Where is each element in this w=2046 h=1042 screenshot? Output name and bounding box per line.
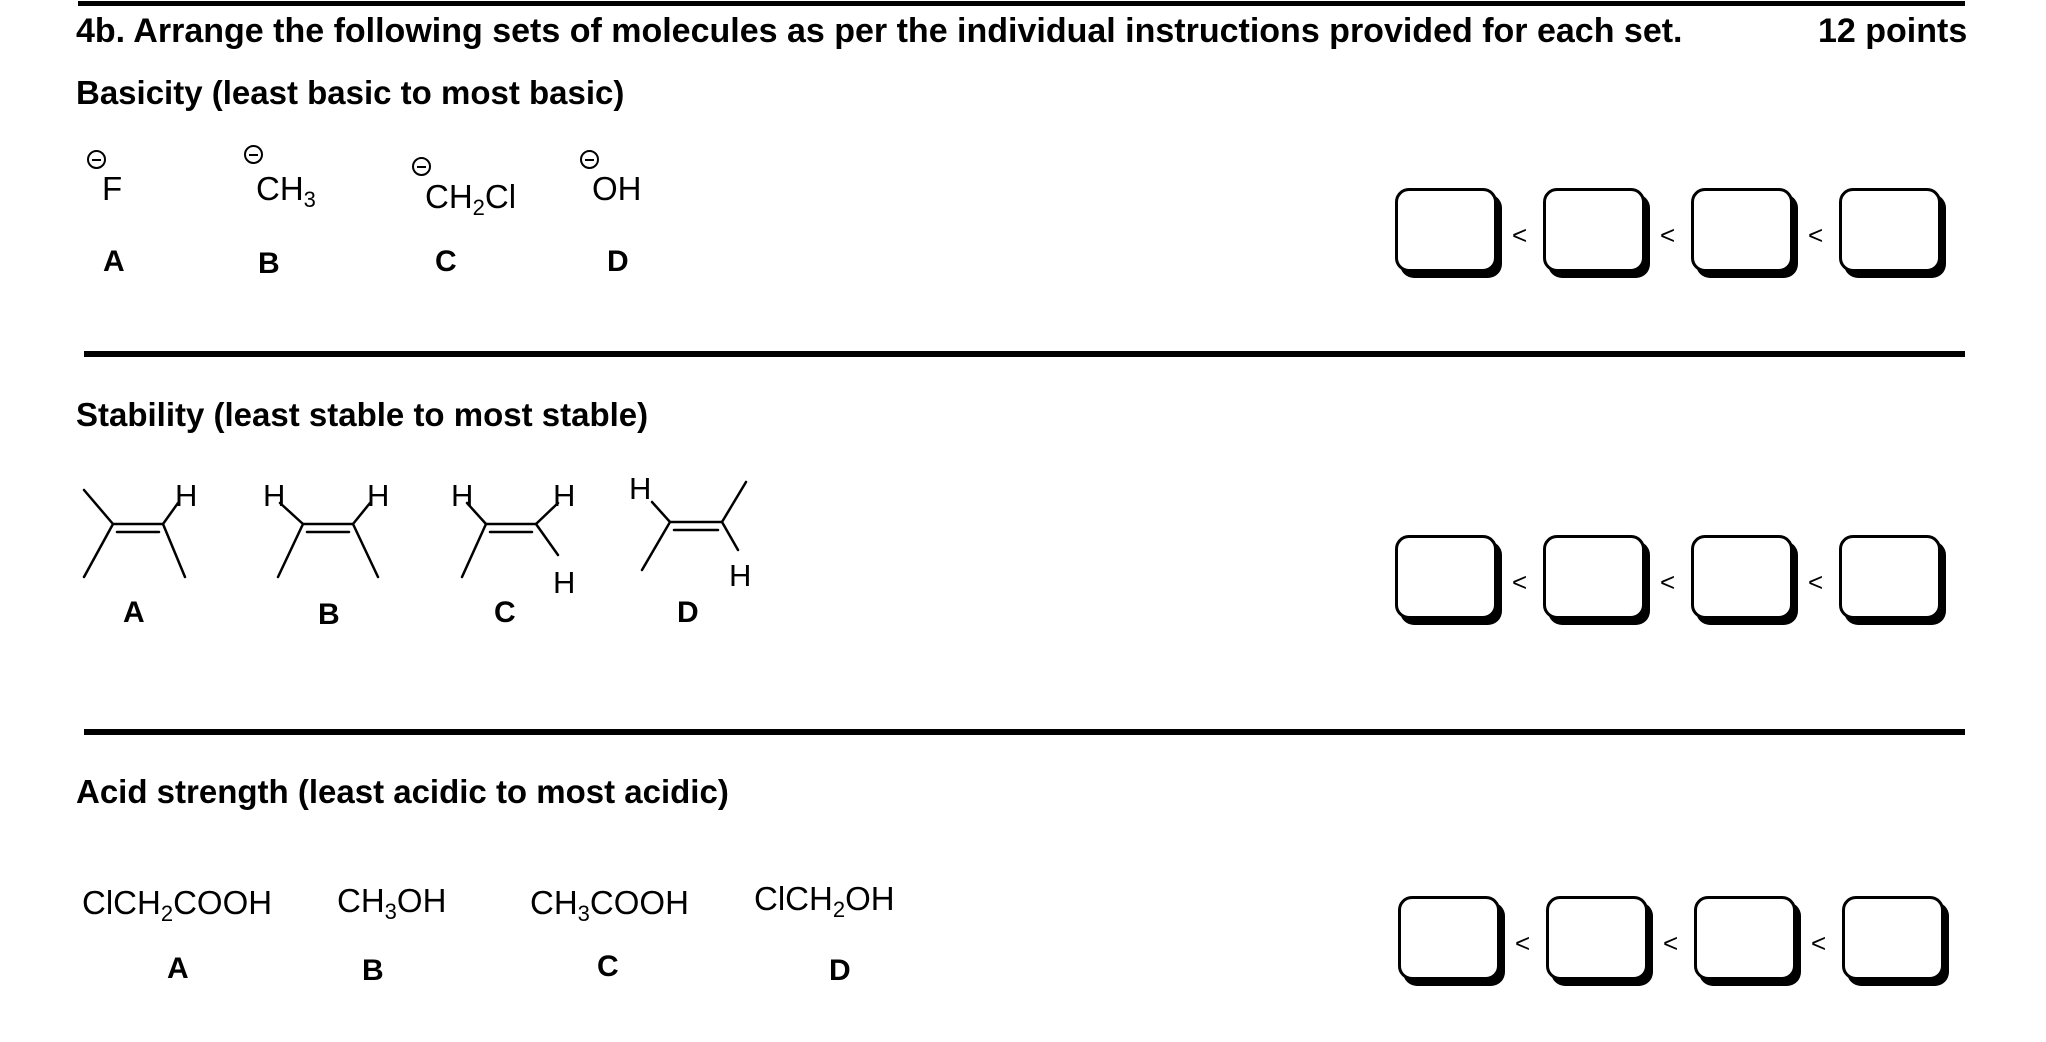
answer-box-1[interactable] [1395, 535, 1497, 619]
answer-box-4[interactable] [1839, 535, 1941, 619]
molecule-formula: $CH_3OH$ [337, 882, 447, 924]
alkene-d-structure [642, 482, 746, 570]
points-value: 12 points [1818, 12, 1968, 50]
alkene-structures [0, 0, 800, 640]
question-title: 4b. Arrange the following sets of molecules as per the individual instructions provided for each set. [76, 12, 1683, 50]
molecule-formula: $CH_2Cl$ [425, 178, 517, 220]
section-title-acid-strength: Acid strength (least acidic to most acidic) [76, 773, 729, 810]
less-than-symbol: < [1512, 220, 1528, 250]
molecule-formula: $CH_3$ [256, 170, 316, 212]
alkene-b-structure [278, 503, 378, 577]
answer-box-4[interactable] [1839, 188, 1941, 272]
molecule-label: A [103, 245, 125, 278]
hydrogen-atom: H [553, 478, 576, 513]
answer-box-3[interactable] [1691, 535, 1793, 619]
answer-box-2[interactable] [1543, 188, 1645, 272]
less-than-symbol: < [1663, 928, 1679, 958]
answer-box-1[interactable] [1395, 188, 1497, 272]
molecule-formula: F [102, 170, 123, 207]
hydrogen-atom: H [451, 478, 474, 513]
alkene-a-structure [84, 490, 185, 577]
molecule-formula: ClCH$_2$OH [754, 880, 895, 922]
molecule-label: D [677, 596, 699, 629]
molecule-label: B [362, 954, 384, 987]
alkene-c-structure [462, 503, 558, 577]
molecule-label: A [167, 952, 189, 985]
less-than-symbol: < [1515, 928, 1531, 958]
molecule-formula: ClCH$_2$COOH [82, 884, 273, 926]
molecule-label: D [607, 245, 629, 278]
answer-box-2[interactable] [1543, 535, 1645, 619]
section-divider [84, 729, 1965, 735]
molecule-label: C [435, 245, 457, 278]
hydrogen-atom: H [629, 471, 652, 506]
hydrogen-atom: H [729, 558, 752, 593]
molecule-label: B [318, 598, 340, 631]
section-title-stability: Stability (least stable to most stable) [76, 396, 649, 433]
less-than-symbol: < [1660, 220, 1676, 250]
section-title-basicity: Basicity (least basic to most basic) [76, 74, 625, 111]
molecule-label: B [258, 247, 280, 280]
less-than-symbol: < [1660, 567, 1676, 597]
molecule-label: D [829, 954, 851, 987]
answer-box-3[interactable] [1694, 896, 1796, 980]
less-than-symbol: < [1512, 567, 1528, 597]
hydrogen-atom: H [263, 478, 286, 513]
hydrogen-atom: H [175, 478, 198, 513]
answer-box-2[interactable] [1546, 896, 1648, 980]
less-than-symbol: < [1808, 567, 1824, 597]
molecule-formula: $CH_3COOH$ [530, 884, 689, 926]
molecule-label: A [123, 596, 145, 629]
answer-box-4[interactable] [1842, 896, 1944, 980]
molecule-label: C [597, 950, 619, 983]
molecule-formula: OH [592, 170, 642, 207]
hydrogen-atom: H [553, 565, 576, 600]
molecule-label: C [494, 596, 516, 629]
less-than-symbol: < [1811, 928, 1827, 958]
less-than-symbol: < [1808, 220, 1824, 250]
answer-box-3[interactable] [1691, 188, 1793, 272]
answer-box-1[interactable] [1398, 896, 1500, 980]
hydrogen-atom: H [367, 478, 390, 513]
